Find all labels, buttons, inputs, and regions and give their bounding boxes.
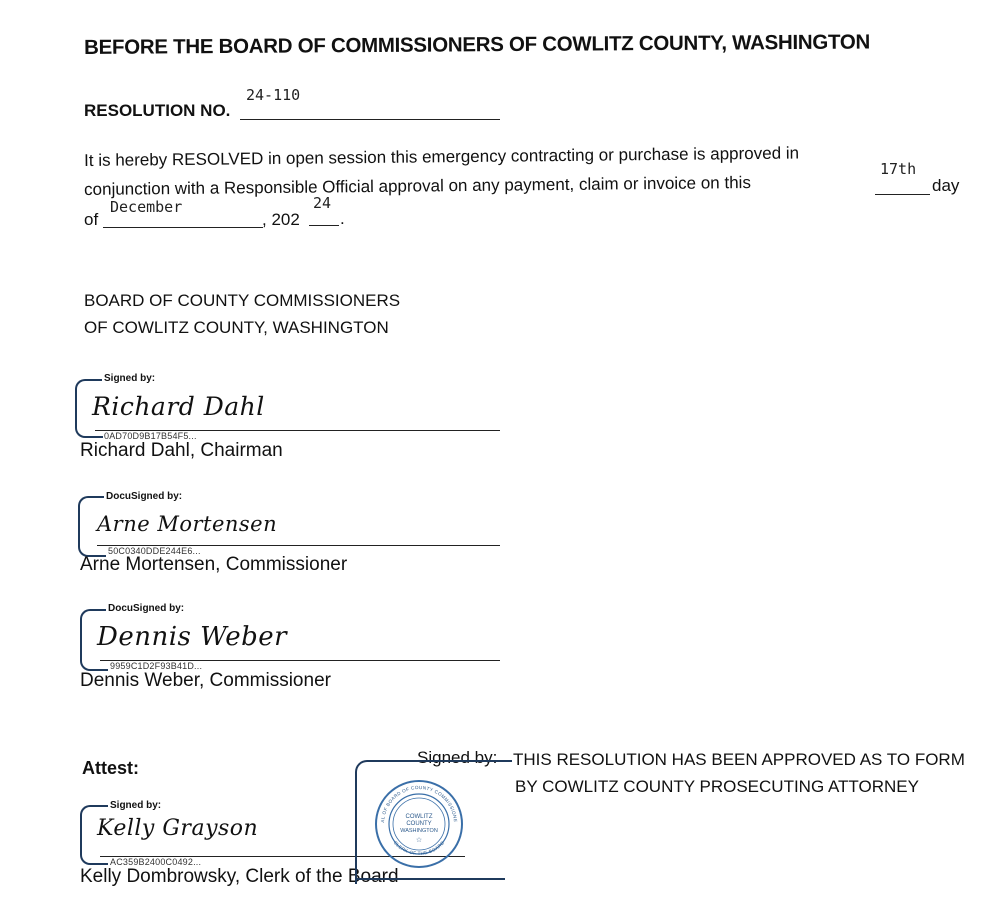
envelope-hash: 9959C1D2F93B41D... [110,661,203,671]
body-line-1: It is hereby RESOLVED in open session this emergency contracting or purchase is approved in [84,143,800,170]
signature-label: DocuSigned by: [108,603,185,614]
signature-label: Signed by: [110,800,162,811]
month-value: December [110,198,183,216]
seal-top-text: AL OF BOARD OF COUNTY COMMISSIONE [379,784,458,823]
svg-text:☆: ☆ [415,837,423,844]
signer-name: Dennis Weber, Commissioner [80,670,331,691]
seal-center-line-3: WASHINGTON [400,828,438,834]
resolution-number: 24-110 [246,86,301,104]
signature-image: Richard Dahl [92,392,265,421]
board-heading-line-2: OF COWLITZ COUNTY, WASHINGTON [84,318,389,337]
attest-label: Attest: [82,758,139,778]
approval-line-1: THIS RESOLUTION HAS BEEN APPROVED AS TO FORM [513,750,965,769]
envelope-hash: 50C0340DDE244E6... [108,546,201,556]
of-word: of [84,210,99,229]
document-title: BEFORE THE BOARD OF COMMISSIONERS OF COWLITZ COUNTY, WASHINGTON [84,30,871,59]
board-heading-line-1: BOARD OF COUNTY COMMISSIONERS [84,291,401,310]
seal-center-line-1: COWLITZ [405,814,433,820]
year-underline [309,225,339,226]
year-prefix: , 202 [262,210,300,229]
envelope-hash: 0AD70D9B17B54F5... [104,431,197,441]
body-line-2: conjunction with a Responsible Official approval on any payment, claim or invoice on this [84,173,751,199]
signature-label: Signed by: [104,373,156,384]
seal-bottom-text: CLERK OF THE BOARD [392,840,446,856]
signature-image: Dennis Weber [97,622,288,652]
prosecutor-signed-by-label: Signed by: [417,748,498,767]
signer-name: Richard Dahl, Chairman [80,440,283,461]
clerk-name: Kelly Dombrowsky, Clerk of the Board [80,866,399,887]
resolution-number-underline [240,119,500,120]
signature-image: Kelly Grayson [97,816,259,841]
approval-line-2: BY COWLITZ COUNTY PROSECUTING ATTORNEY [515,777,919,796]
seal-center-line-2: COUNTY [406,821,432,827]
year-value: 24 [313,194,332,212]
day-underline [875,194,930,195]
county-seal-icon [373,778,465,870]
seal-frame-bottom [355,878,505,880]
signer-name: Arne Mortensen, Commissioner [80,554,348,575]
month-underline [103,227,263,228]
resolution-label: RESOLUTION NO. [84,101,231,120]
day-word: day [932,176,960,195]
day-value: 17th [880,160,917,178]
signature-image: Arne Mortensen [97,512,278,536]
sentence-end: . [340,209,345,228]
envelope-hash: AC359B2400C0492... [110,857,202,867]
signature-label: DocuSigned by: [106,491,183,502]
